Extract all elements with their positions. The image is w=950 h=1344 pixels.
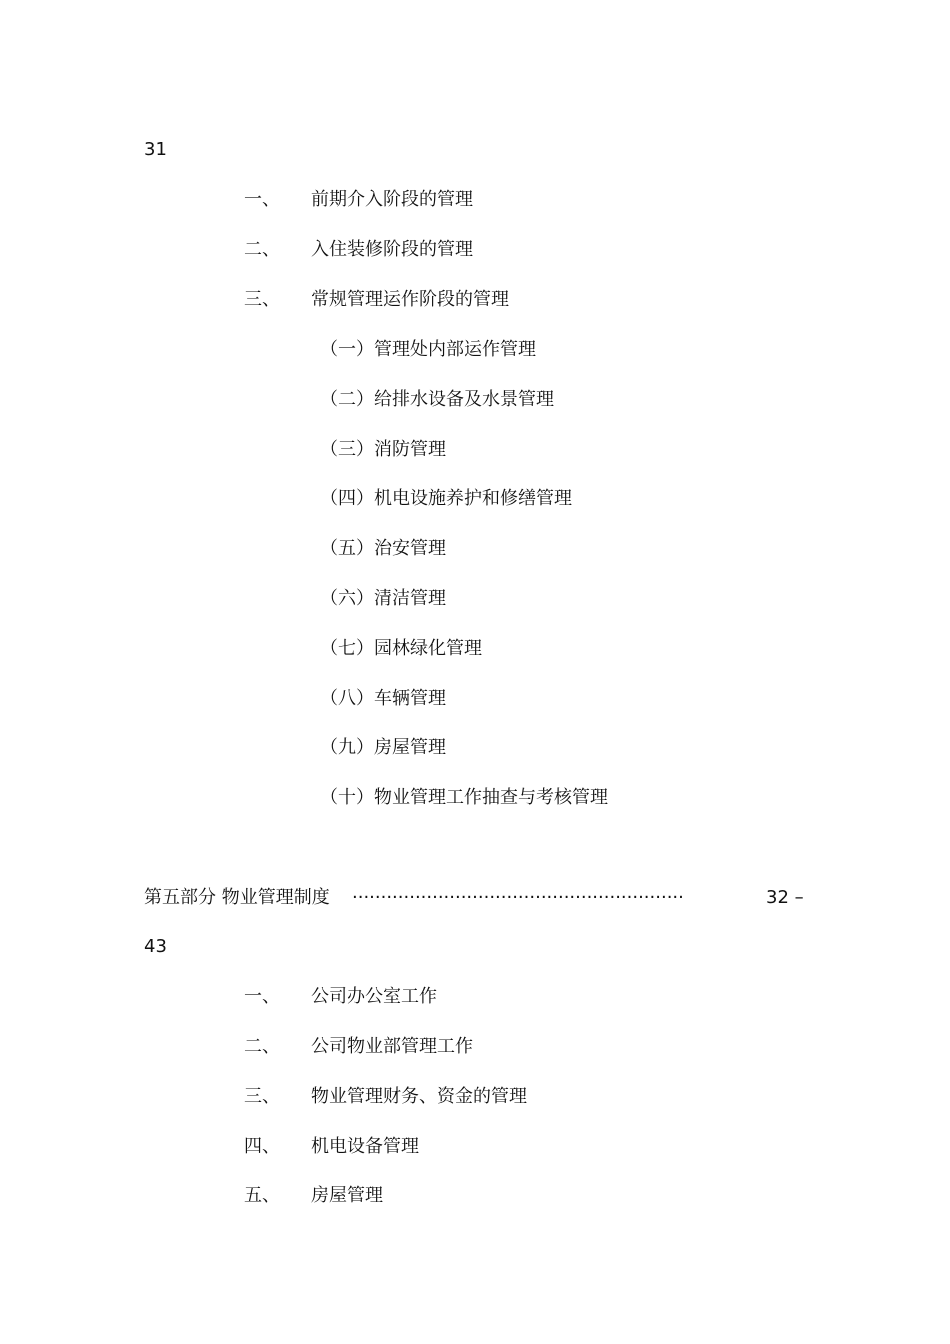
- toc-subitem: （八）车辆管理: [320, 688, 446, 709]
- toc-item-text: 入住装修阶段的管理: [311, 239, 473, 260]
- top-page-ref: 31: [144, 139, 167, 160]
- part-title: 第五部分 物业管理制度: [144, 887, 330, 908]
- toc-subitem: （十）物业管理工作抽查与考核管理: [320, 787, 608, 808]
- toc-item-number: 一、: [244, 189, 280, 210]
- toc-item-text: 前期介入阶段的管理: [311, 189, 473, 210]
- toc-item-text: 物业管理财务、资金的管理: [311, 1086, 527, 1107]
- toc-subitem: （四）机电设施养护和修缮管理: [320, 488, 572, 509]
- leader-dots: ··························································: [352, 887, 684, 908]
- toc-item-text: 公司办公室工作: [311, 986, 437, 1007]
- toc-subitem: （九）房屋管理: [320, 737, 446, 758]
- toc-subitem: （三）消防管理: [320, 439, 446, 460]
- toc-item-number: 二、: [244, 1036, 280, 1057]
- toc-subitem: （五）治安管理: [320, 538, 446, 559]
- part-page-ref: 32 –: [766, 887, 804, 908]
- toc-subitem: （一）管理处内部运作管理: [320, 339, 536, 360]
- toc-item-text: 房屋管理: [311, 1185, 383, 1206]
- toc-subitem: （七）园林绿化管理: [320, 638, 482, 659]
- part-page-ref-continued: 43: [144, 936, 167, 957]
- toc-item-number: 二、: [244, 239, 280, 260]
- toc-item-number: 四、: [244, 1136, 280, 1157]
- toc-item-number: 三、: [244, 289, 280, 310]
- toc-subitem: （二）给排水设备及水景管理: [320, 389, 554, 410]
- toc-item-number: 三、: [244, 1086, 280, 1107]
- toc-item-text: 常规管理运作阶段的管理: [311, 289, 509, 310]
- toc-item-number: 一、: [244, 986, 280, 1007]
- toc-item-text: 公司物业部管理工作: [311, 1036, 473, 1057]
- toc-subitem: （六）清洁管理: [320, 588, 446, 609]
- toc-item-number: 五、: [244, 1185, 280, 1206]
- toc-item-text: 机电设备管理: [311, 1136, 419, 1157]
